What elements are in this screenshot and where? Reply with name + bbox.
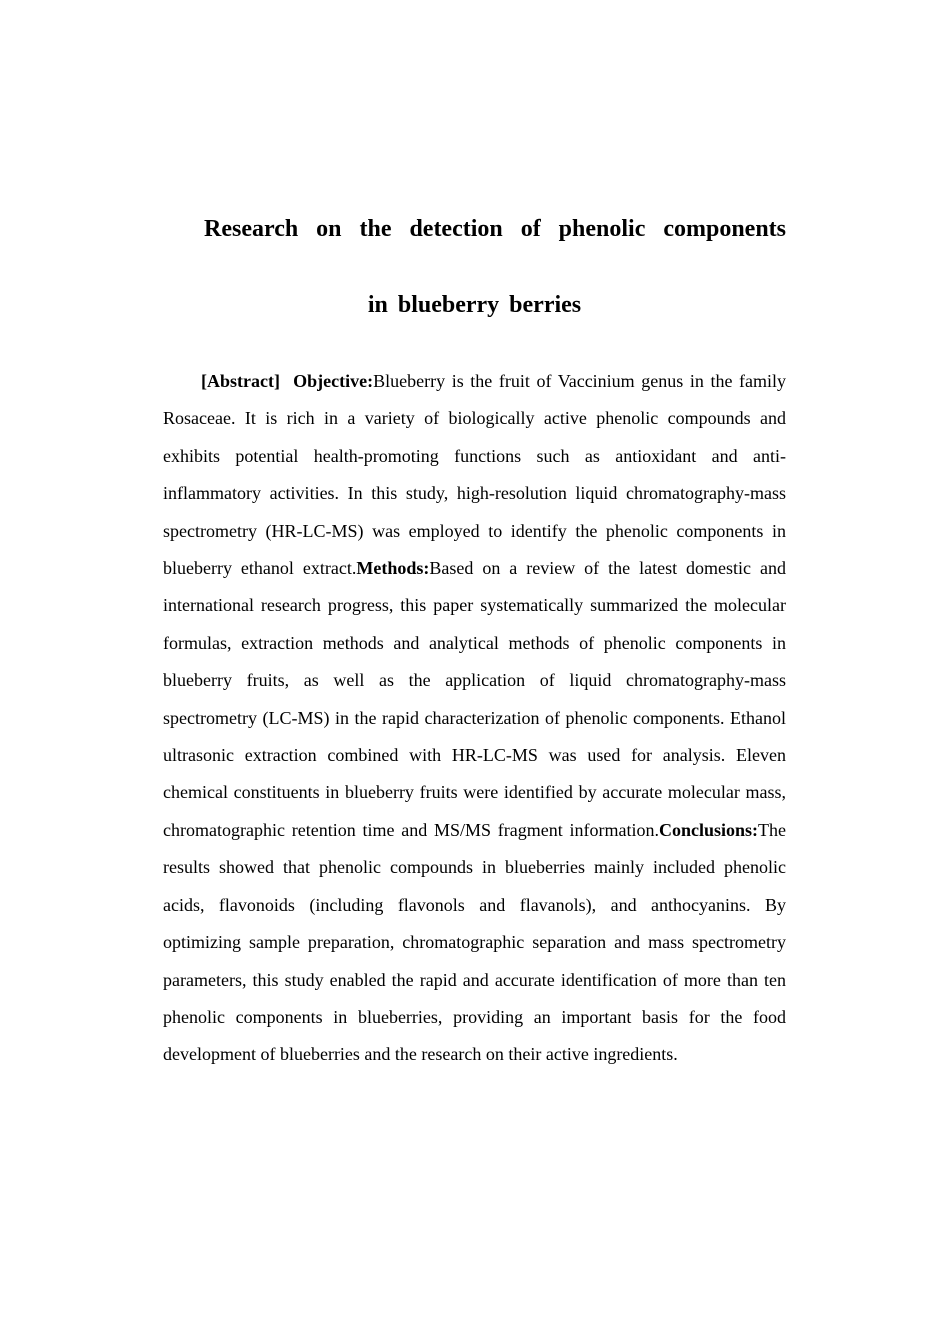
methods-label: Methods: [356,558,430,579]
methods-text: Based on a review of the latest domestic and international research progress, this paper systematically summarized the molecular formulas, extraction methods and analytical methods of phenolic components in blueberry fruits, as well as the application of liquid chromatography-mass spectrometry (LC-MS) in the rapid characterization of phenolic components. Ethanol ultrasonic extraction combined with HR-LC-MS was used for analysis. Eleven chemical constituents in blueberry fruits were identified by accurate molecular mass, chromatographic retention time and MS/MS fragment information. [163,558,786,840]
conclusions-text: The results showed that phenolic compounds in blueberries mainly included phenolic acids, flavonoids (including flavonols and flavanols), and anthocyanins. By optimizing sample preparation, chromatographic separation and mass spectrometry parameters, this study enabled the rapid and accurate identification of more than ten phenolic components in blueberries, providing an important basis for the food development of blueberries and the research on their active ingredients. [163,819,786,1065]
objective-label: Objective: [293,371,374,391]
paper-title-line-1: Research on the detection of phenolic components [204,216,786,242]
objective-text: Blueberry is the fruit of Vaccinium genus in the family Rosaceae. It is rich in a variety of biologically active phenolic compounds and exhibits potential health-promoting functions such as antioxidant and anti-inflammatory activities. In this study, high-resolution liquid chromatography-mass spectrometry (HR-LC-MS) was employed to identify the phenolic components in blueberry ethanol extract. [163,371,787,579]
paper-title-line-2: in blueberry berries [367,292,582,318]
abstract-label: [Abstract] [201,371,280,391]
conclusions-label: Conclusions: [658,819,759,840]
abstract-paragraph [163,363,786,1074]
